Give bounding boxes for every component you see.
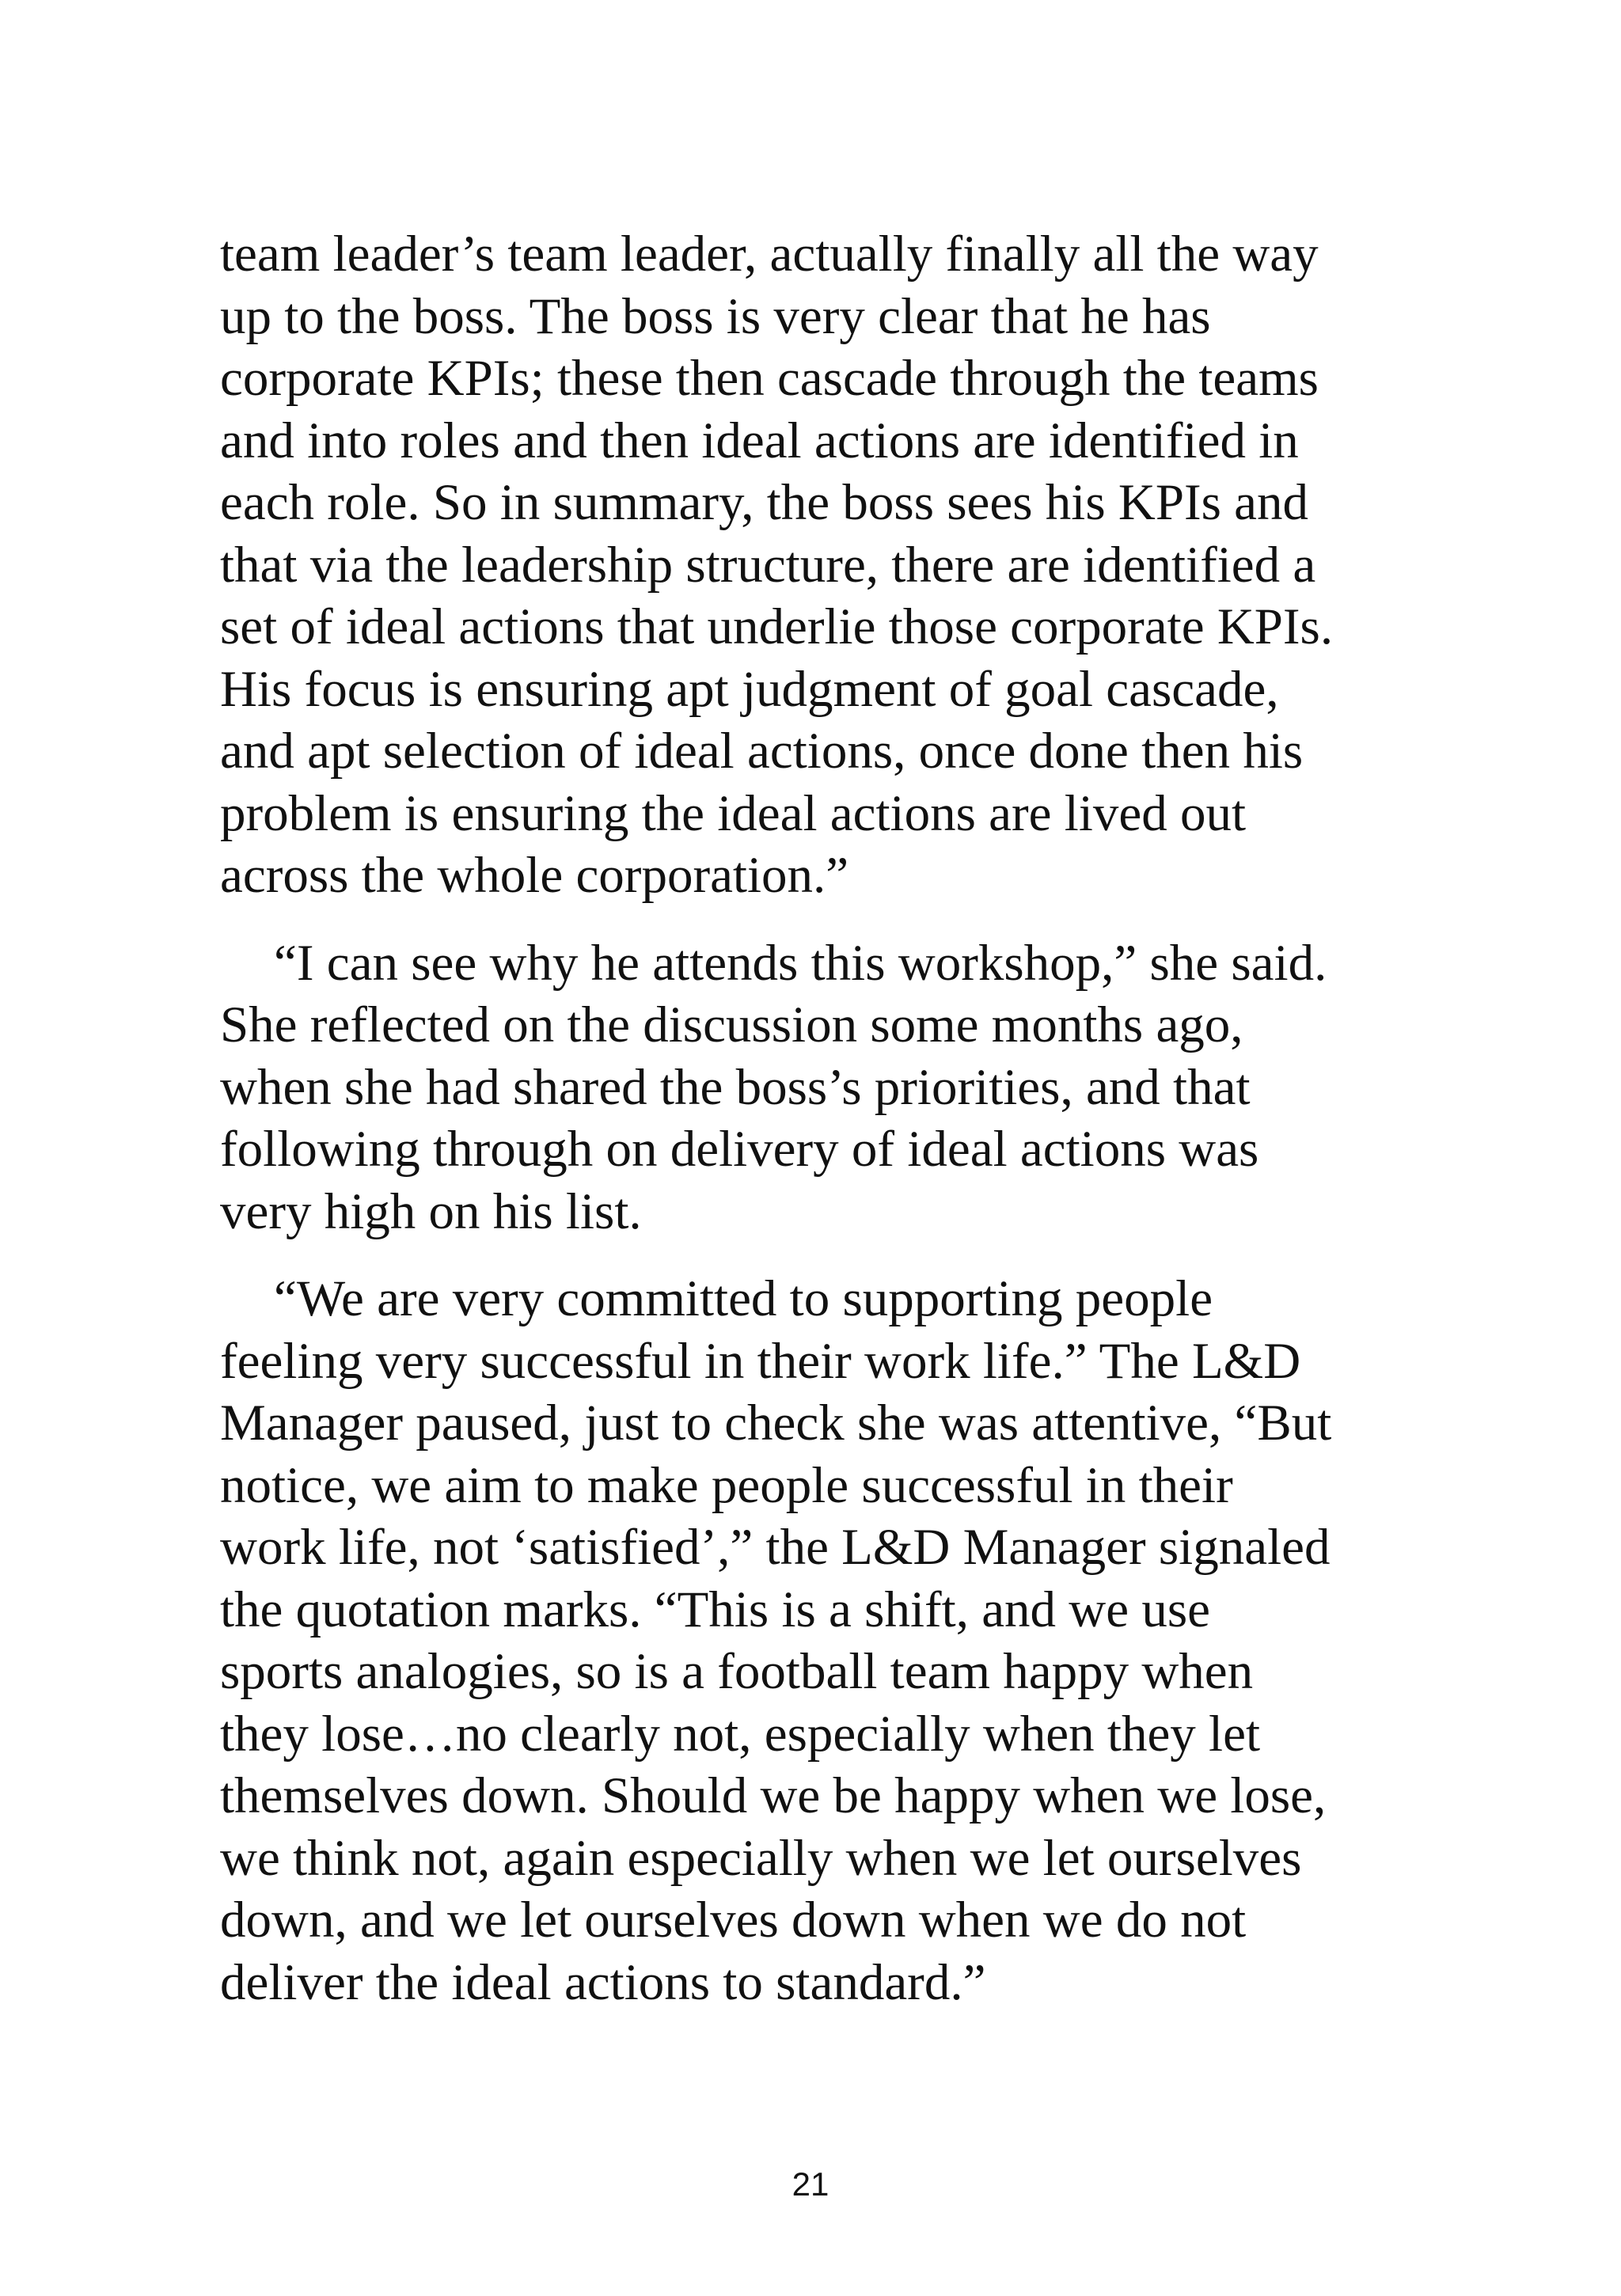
text-line: and apt selection of ideal actions, once done then his xyxy=(220,723,1304,780)
text-line: work life, not ‘satisfied’,” the L&D Manager signaled xyxy=(220,1519,1331,1576)
text-line: and into roles and then ideal actions are identified in xyxy=(220,412,1299,469)
paragraph-1 xyxy=(220,223,1423,907)
paragraph-2 xyxy=(220,932,1423,1243)
paragraph-3 xyxy=(220,1268,1423,2013)
text-line: set of ideal actions that underlie those corporate KPIs. xyxy=(220,598,1334,655)
text-line: “I can see why he attends this workshop,” she said. xyxy=(274,934,1327,992)
text-line: Manager paused, just to check she was attentive, “But xyxy=(220,1395,1332,1452)
text-line: team leader’s team leader, actually finally all the way xyxy=(220,226,1319,283)
text-line: themselves down. Should we be happy when we lose, xyxy=(220,1767,1327,1824)
text-line: they lose…no clearly not, especially when they let xyxy=(220,1705,1261,1763)
text-line: each role. So in summary, the boss sees his KPIs and xyxy=(220,474,1309,531)
body-text xyxy=(220,223,1423,2013)
text-line: deliver the ideal actions to standard.” xyxy=(220,1953,986,2011)
text-line: following through on delivery of ideal actions was xyxy=(220,1121,1259,1178)
text-line: the quotation marks. “This is a shift, and we use xyxy=(220,1581,1210,1638)
text-line: “We are very committed to supporting people xyxy=(274,1270,1213,1327)
text-line: very high on his list. xyxy=(220,1182,642,1240)
text-line: problem is ensuring the ideal actions are lived out xyxy=(220,784,1247,842)
text-line: we think not, again especially when we let ourselves xyxy=(220,1829,1302,1887)
text-line: feeling very successful in their work life.” The L&D xyxy=(220,1332,1301,1390)
text-line: sports analogies, so is a football team happy when xyxy=(220,1643,1254,1700)
text-line: corporate KPIs; these then cascade through the teams xyxy=(220,350,1319,407)
text-line: that via the leadership structure, there are identified a xyxy=(220,536,1316,594)
text-line: His focus is ensuring apt judgment of goal cascade, xyxy=(220,660,1279,718)
text-line: when she had shared the boss’s priorities, and that xyxy=(220,1058,1251,1116)
text-line: She reflected on the discussion some months ago, xyxy=(220,996,1243,1053)
text-line: notice, we aim to make people successful in their xyxy=(220,1456,1233,1514)
text-line: across the whole corporation.” xyxy=(220,847,849,904)
text-line: up to the boss. The boss is very clear that he has xyxy=(220,287,1211,345)
page-number: 21 xyxy=(792,2165,829,2203)
text-line: down, and we let ourselves down when we do not xyxy=(220,1892,1247,1949)
